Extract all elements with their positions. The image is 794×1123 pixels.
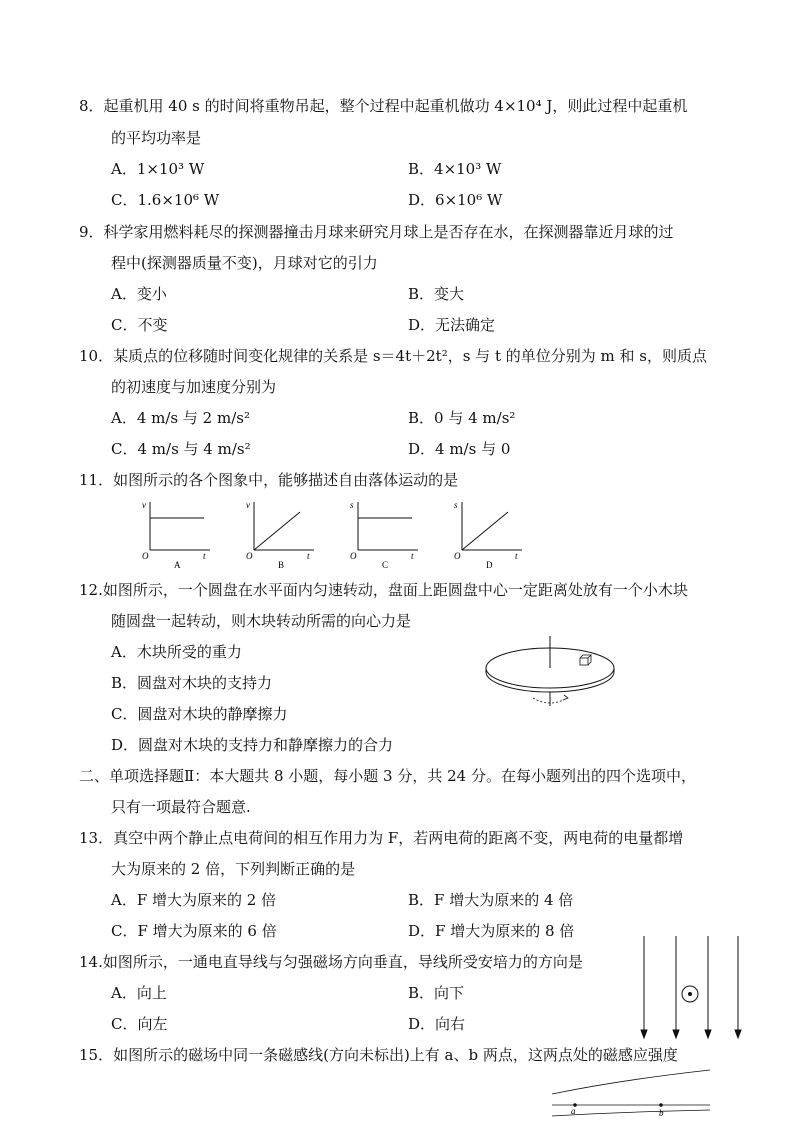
graph-b-origin: O <box>246 551 253 561</box>
point-b-label: b <box>659 1108 664 1118</box>
graph-d <box>452 498 522 568</box>
q10-option-c: C．4 m/s 与 4 m/s² <box>111 440 251 458</box>
graph-b-label: B <box>278 560 285 570</box>
graph-c-label: C <box>382 560 389 570</box>
graph-c-origin: O <box>350 551 357 561</box>
graph-a-xaxis-label: t <box>203 551 206 561</box>
q9-option-a: A．变小 <box>111 285 167 303</box>
q8-option-b: B．4×10³ W <box>408 160 502 178</box>
q13-option-c: C．F 增大为原来的 6 倍 <box>111 922 277 940</box>
graph-b-xaxis-label: t <box>307 551 310 561</box>
q14-stem: 14.如图所示，一通电直导线与匀强磁场方向垂直，导线所受安培力的方向是 <box>79 953 583 971</box>
q9-option-b: B．变大 <box>408 285 465 303</box>
q8-option-d: D．6×10⁶ W <box>408 191 503 209</box>
q13-stem-line1: 13．真空中两个静止点电荷间的相互作用力为 F，若两电荷的距离不变，两电荷的电量都增 <box>79 829 684 847</box>
q9-option-d: D．无法确定 <box>408 316 496 334</box>
graph-a <box>140 498 210 568</box>
q9-stem-line1: 9．科学家用燃料耗尽的探测器撞击月球来研究月球上是否存在水，在探测器靠近月球的过 <box>79 223 674 241</box>
q10-stem-line2: 的初速度与加速度分别为 <box>111 378 277 396</box>
q12-option-b: B．圆盘对木块的支持力 <box>111 674 273 692</box>
q9-option-c: C．不变 <box>111 316 168 334</box>
q13-option-b: B．F 增大为原来的 4 倍 <box>408 891 574 909</box>
graph-c <box>348 498 418 568</box>
q8-option-c: C．1.6×10⁶ W <box>111 191 220 209</box>
q10-option-d: D．4 m/s 与 0 <box>408 440 511 458</box>
q12-stem-line1: 12.如图所示，一个圆盘在水平面内匀速转动，盘面上距圆盘中心一定距离处放有一个小木块 <box>79 581 688 599</box>
q12-option-c: C．圆盘对木块的静摩擦力 <box>111 705 288 723</box>
graph-b <box>244 498 314 568</box>
section2-heading-line1: 二、单项选择题Ⅱ：本大题共 8 小题，每小题 3 分，共 24 分。在每小题列出的四个选项中， <box>79 767 696 785</box>
q12-option-d: D．圆盘对木块的支持力和静摩擦力的合力 <box>111 736 394 754</box>
q8-option-a: A．1×10³ W <box>111 160 205 178</box>
point-a-label: a <box>571 1106 576 1116</box>
graph-d-origin: O <box>454 551 461 561</box>
graph-b-yaxis-label: v <box>246 500 250 510</box>
graph-c-yaxis-label: s <box>350 500 354 510</box>
q10-option-a: A．4 m/s 与 2 m/s² <box>111 409 250 427</box>
rotating-disc-figure <box>485 634 625 714</box>
q13-stem-line2: 大为原来的 2 倍，下列判断正确的是 <box>111 860 356 878</box>
q12-stem-line2: 随圆盘一起转动，则木块转动所需的向心力是 <box>111 612 412 630</box>
graph-a-origin: O <box>142 551 149 561</box>
field-lines-figure <box>550 1066 720 1116</box>
q12-option-a: A．木块所受的重力 <box>111 643 242 661</box>
graph-d-yaxis-label: s <box>454 500 458 510</box>
section2-heading-line2: 只有一项最符合题意. <box>111 798 251 816</box>
q14-option-a: A．向上 <box>111 984 167 1002</box>
graph-c-xaxis-label: t <box>411 551 414 561</box>
q15-stem: 15．如图所示的磁场中同一条磁感线(方向未标出)上有 a、b 两点，这两点处的磁感应强度 <box>79 1046 678 1064</box>
q8-stem-line1: 8．起重机用 40 s 的时间将重物吊起，整个过程中起重机做功 4×10⁴ J，则此过程中起重机 <box>79 97 688 115</box>
q8-stem-line2: 的平均功率是 <box>111 129 202 147</box>
q14-option-d: D．向右 <box>408 1015 466 1033</box>
current-out-of-page-icon <box>682 986 698 1002</box>
q13-option-a: A．F 增大为原来的 2 倍 <box>111 891 277 909</box>
q14-option-c: C．向左 <box>111 1015 168 1033</box>
graph-d-xaxis-label: t <box>515 551 518 561</box>
q13-option-d: D．F 增大为原来的 8 倍 <box>408 922 575 940</box>
q10-option-b: B．0 与 4 m/s² <box>408 409 516 427</box>
graph-a-yaxis-label: v <box>142 500 146 510</box>
magnetic-field-figure <box>636 934 746 1044</box>
q14-option-b: B．向下 <box>408 984 465 1002</box>
graph-d-label: D <box>486 560 493 570</box>
q10-stem-line1: 10．某质点的位移随时间变化规律的关系是 s＝4t＋2t²，s 与 t 的单位分别为 m 和 s，则质点 <box>79 347 707 365</box>
graph-a-label: A <box>174 560 181 570</box>
q11-stem: 11．如图所示的各个图象中，能够描述自由落体运动的是 <box>79 471 459 489</box>
q9-stem-line2: 程中(探测器质量不变)，月球对它的引力 <box>111 254 378 272</box>
